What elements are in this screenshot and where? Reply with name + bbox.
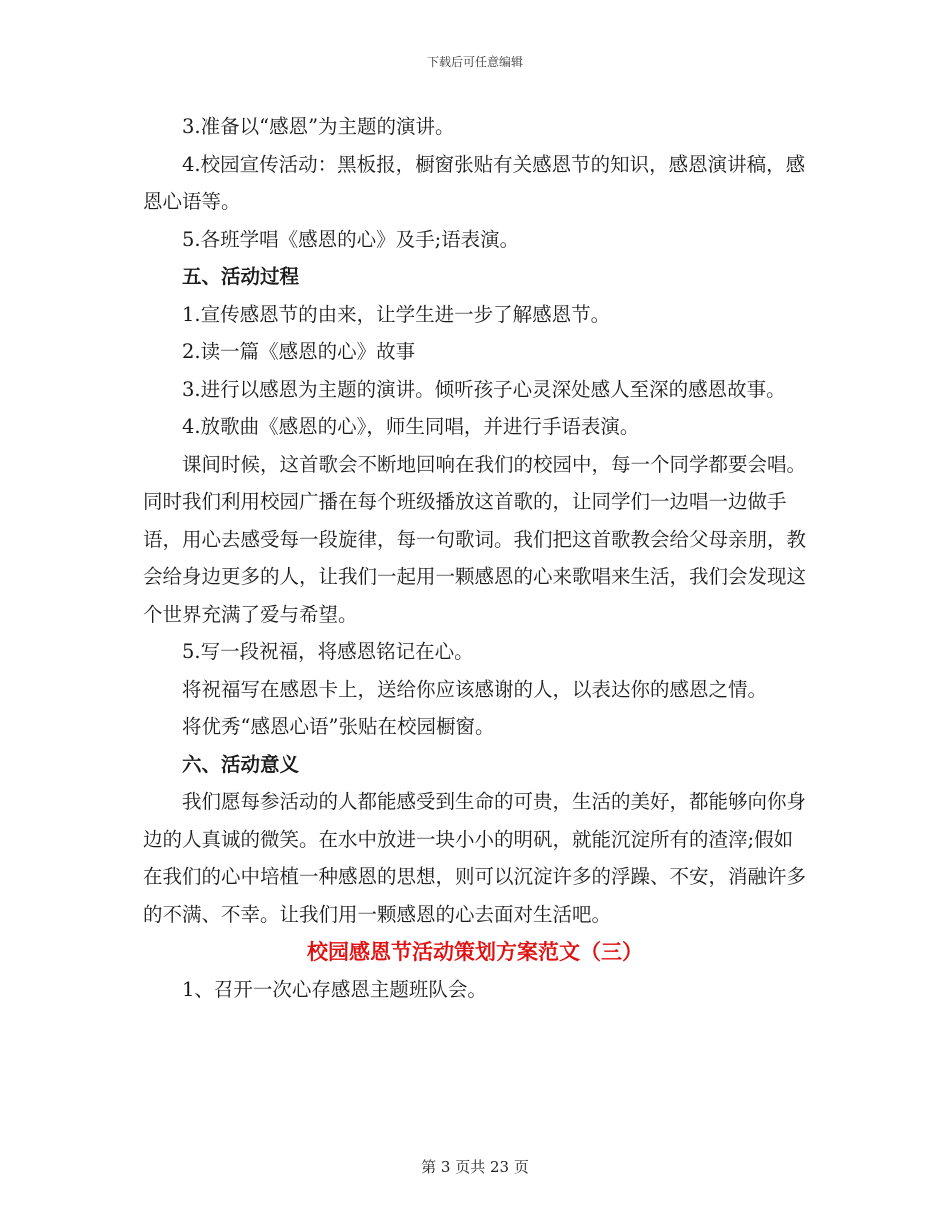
list-item-campus-publicity: 4.校园宣传活动：黑板报，橱窗张贴有关感恩节的知识，感恩演讲稿，感恩心语等。 <box>143 152 806 213</box>
list-item-read-story: 2.读一篇《感恩的心》故事 <box>182 340 416 363</box>
list-item-class-meeting: 1、召开一次心存感恩主题班队会。 <box>182 977 487 1001</box>
body-paragraph-showcase: 将优秀“感恩心语”张贴在校园橱窗。 <box>182 715 495 738</box>
list-item-speech: 3.进行以感恩为主题的演讲。倾听孩子心灵深处感人至深的感恩故事。 <box>182 377 786 401</box>
section-heading-process: 五、活动过程 <box>182 265 300 288</box>
section-heading-significance: 六、活动意义 <box>182 752 300 776</box>
body-paragraph-significance: 我们愿每参活动的人都能感受到生命的可贵，生活的美好，都能够向你身边的人真诚的微笑。在水中放进一块小小的明矾，就能沉淀所有的渣滓;假如在我们的心中培植一种感恩的思想，则可以沉淀许多的浮躁、不安，消融许多的不满、不幸。让我们用一颗感恩的心去面对生活吧。 <box>143 790 807 926</box>
document-body <box>143 108 807 1008</box>
body-paragraph-song: 课间时候，这首歌会不断地回响在我们的校园中，每一个同学都要会唱。同时我们利用校园广播在每个班级播放这首歌的，让同学们一边唱一边做手语，用心去感受每一段旋律，每一句歌词。我们把这首歌教会给父母亲朋，教会给身边更多的人，让我们一起用一颗感恩的心来歌唱来生活，我们会发现这个世界充满了爱与希望。 <box>143 452 807 626</box>
list-item-play-song: 4.放歌曲《感恩的心》，师生同唱，并进行手语表演。 <box>182 415 640 438</box>
page-header: 下载后可任意编辑 <box>426 55 523 69</box>
list-item-class-singing: 5.各班学唱《感恩的心》及手;语表演。 <box>182 227 520 251</box>
list-item-promote-origin: 1.宣传感恩节的由来，让学生进一步了解感恩节。 <box>182 302 611 326</box>
list-item-write-blessing: 5.写一段祝福，将感恩铭记在心。 <box>182 640 474 663</box>
list-item-prepare-speech: 3.准备以“感恩”为主题的演讲。 <box>182 115 455 138</box>
body-paragraph-card: 将祝福写在感恩卡上，送给你应该感谢的人，以表达你的感恩之情。 <box>182 677 768 701</box>
page-footer: 第 3 页共 23 页 <box>421 1158 529 1176</box>
section-title-plan-three: 校园感恩节活动策划方案范文（三） <box>307 939 643 964</box>
